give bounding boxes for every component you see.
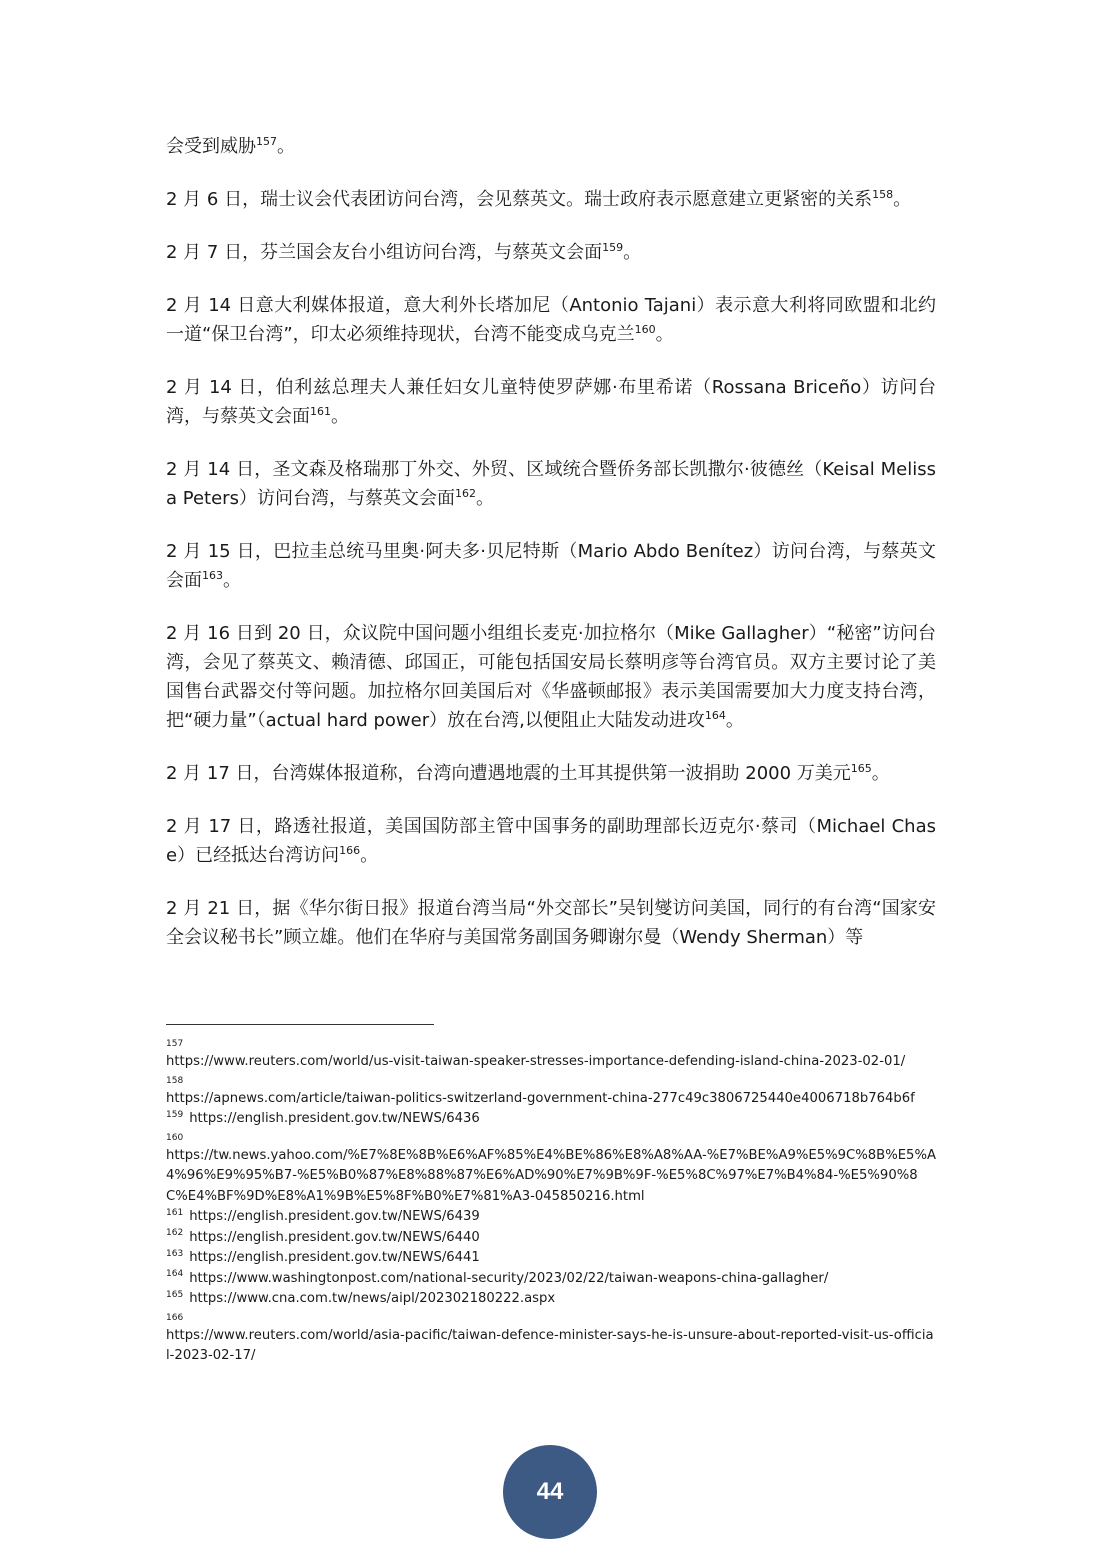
paragraph-9: 2 月 17 日，路透社报道，美国国防部主管中国事务的副助理部长迈克尔·蔡司（Michael Chase）已经抵达台湾访问$^{166}$。 xyxy=(166,816,936,866)
footnote-number: 157 xyxy=(166,1039,184,1049)
footnote-164 xyxy=(166,1269,936,1290)
footnote-link[interactable]: https://www.cna.com.tw/news/aipl/202302180222.aspx xyxy=(189,1291,556,1306)
footnote-number: 166 xyxy=(166,1312,184,1323)
main-text xyxy=(166,132,936,976)
footnote-157 xyxy=(166,1036,936,1073)
paragraph-4: 2 月 14 日，伯利兹总理夫人兼任妇女儿童特使罗萨娜·布里希诺（Rossana Briceño）访问台湾，与蔡英文会面$^{161}$。 xyxy=(166,377,936,427)
footnote-ref[interactable]: 158 xyxy=(872,188,894,201)
paragraph-10: 2 月 21 日，据《华尔街日报》报道台湾当局“外交部长”吴钊燮访问美国，同行的有台湾“国家安全会议秘书长”顾立雄。他们在华府与美国常务副国务卿谢尔曼（Wendy Sherman）等 xyxy=(166,898,936,948)
page-number-badge xyxy=(503,1445,597,1539)
footnote-160 xyxy=(166,1130,936,1208)
footnote-162 xyxy=(166,1228,936,1249)
footnote-ref[interactable]: 160 xyxy=(634,323,656,336)
footnote-number: 162 xyxy=(166,1228,184,1239)
footnote-number: 159 xyxy=(166,1109,184,1120)
footnote-165 xyxy=(166,1289,936,1310)
footnote-ref[interactable]: 164 xyxy=(704,709,726,722)
footnote-link[interactable]: https://apnews.com/article/taiwan-politics-switzerland-government-china-277c49c3806725440e4006718b764b6f xyxy=(166,1090,915,1106)
footnote-158 xyxy=(166,1073,936,1110)
footnote-ref[interactable]: 165 xyxy=(850,762,872,775)
paragraph-6: 2 月 15 日，巴拉圭总统马里奥·阿夫多·贝尼特斯（Mario Abdo Benítez）访问台湾，与蔡英文会面$^{163}$。 xyxy=(166,541,936,591)
paragraph-5: 2 月 14 日，圣文森及格瑞那丁外交、外贸、区域统合暨侨务部长凯撒尔·彼德丝（Keisal Melissa Peters）访问台湾，与蔡英文会面$^{162}$。 xyxy=(166,459,936,509)
footnote-ref[interactable]: 161 xyxy=(310,405,331,418)
footnote-link[interactable]: https://www.washingtonpost.com/national-security/2023/02/22/taiwan-weapons-china-gallagher/ xyxy=(189,1270,829,1286)
footnote-number: 163 xyxy=(166,1248,184,1259)
footnote-159 xyxy=(166,1109,936,1130)
footnote-link[interactable]: https://english.president.gov.tw/NEWS/6439 xyxy=(189,1209,480,1224)
paragraph-0: 会受到威胁$^{157}$。 xyxy=(166,135,295,157)
footnote-number: 165 xyxy=(166,1289,184,1300)
paragraph-8: 2 月 17 日，台湾媒体报道称，台湾向遭遇地震的土耳其提供第一波捐助 2000 万美元$^{165}$。 xyxy=(166,762,890,784)
footnote-link[interactable]: https://english.president.gov.tw/NEWS/6440 xyxy=(189,1229,480,1245)
footnote-ref[interactable]: 163 xyxy=(202,569,223,582)
footnote-163 xyxy=(166,1248,936,1269)
footnote-166 xyxy=(166,1310,936,1367)
footnote-number: 160 xyxy=(166,1132,184,1143)
footnote-ref[interactable]: 166 xyxy=(339,844,361,857)
footnote-link[interactable]: https://english.president.gov.tw/NEWS/6441 xyxy=(189,1250,480,1265)
paragraph-7: 2 月 16 日到 20 日，众议院中国问题小组组长麦克·加拉格尔（Mike Gallagher）“秘密”访问台湾，会见了蔡英文、赖清德、邱国正，可能包括国安局长蔡明彦等台湾官员。双方主要讨论了美国售台武器交付等问题。加拉格尔回美国后对《华盛顿邮报》表示美国需要加大力度支持台湾，把“硬力量”（actual hard power）放在台湾,以便阻止大陆发动进攻$^{164}$。 xyxy=(166,623,936,731)
footnotes xyxy=(166,1036,936,1367)
page-number: 44 xyxy=(536,1478,564,1505)
footnote-link[interactable]: https://www.reuters.com/world/asia-pacific/taiwan-defence-minister-says-he-is-unsure-about-reported-visit-us-official-2023-02-17/ xyxy=(166,1327,934,1363)
footnote-link[interactable]: https://tw.news.yahoo.com/%E7%8E%8B%E6%AF%85%E4%BE%86%E8%A8%AA-%E7%BE%A9%E5%9C%8B%E5%A4%96%E9%95%B7-%E5%B0%87%E8%88%87%E6%AD%90%E7%9B%9F-%E5%8C%97%E7%B4%84-%E5%90%8C%E4%BF%9D%E8%A1%9B%E5%8F%B0%E7%81%A3-045850216.html xyxy=(166,1147,936,1204)
footnote-ref[interactable]: 162 xyxy=(454,487,476,500)
paragraph-3: 2 月 14 日意大利媒体报道，意大利外长塔加尼（Antonio Tajani）表示意大利将同欧盟和北约一道“保卫台湾”，印太必须维持现状，台湾不能变成乌克兰$^{160}$。 xyxy=(166,295,936,345)
footnote-161 xyxy=(166,1207,936,1228)
footnote-divider xyxy=(166,1024,434,1025)
paragraph-2: 2 月 7 日，芬兰国会友台小组访问台湾，与蔡英文会面$^{159}$。 xyxy=(166,241,642,263)
footnote-ref[interactable]: 157 xyxy=(256,135,277,148)
footnote-link[interactable]: https://www.reuters.com/world/us-visit-taiwan-speaker-stresses-importance-defending-island-china-2023-02-01/ xyxy=(166,1054,906,1069)
footnote-number: 164 xyxy=(166,1269,184,1280)
footnote-number: 161 xyxy=(166,1207,184,1218)
footnote-link[interactable]: https://english.president.gov.tw/NEWS/6436 xyxy=(189,1111,480,1126)
footnote-number: 158 xyxy=(166,1075,184,1086)
footnote-ref[interactable]: 159 xyxy=(602,241,624,254)
paragraph-1: 2 月 6 日，瑞士议会代表团访问台湾，会见蔡英文。瑞士政府表示愿意建立更紧密的关系$^{158}$。 xyxy=(166,188,912,210)
